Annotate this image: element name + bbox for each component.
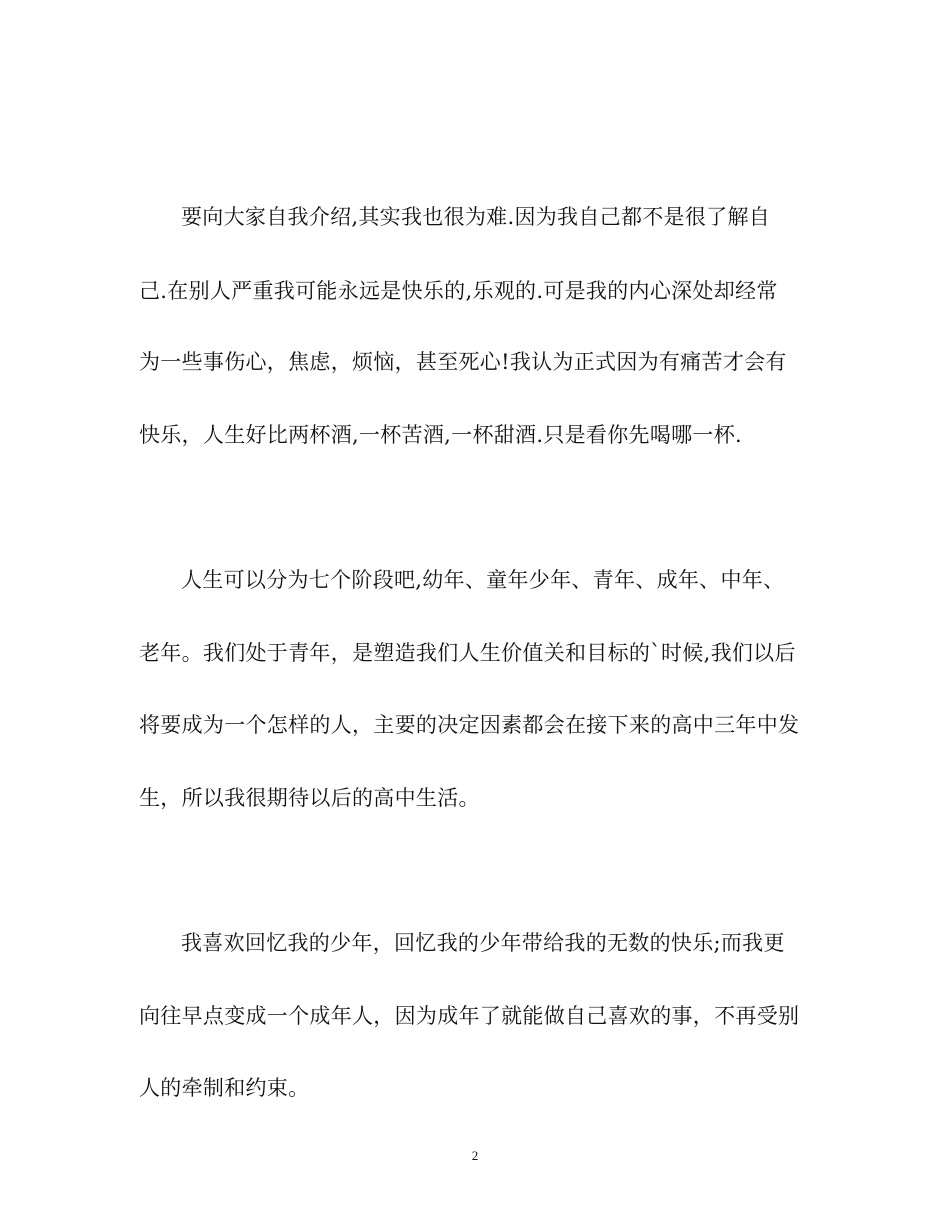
paragraph-1-line-3: 为一些事伤心，焦虑，烦恼，甚至死心!我认为正式因为有痛苦才会有 — [139, 350, 787, 374]
paragraph-2-line-4: 生，所以我很期待以后的高中生活。 — [139, 786, 480, 810]
paragraph-1-line-4: 快乐，人生好比两杯酒,一杯苦酒,一杯甜酒.只是看你先喝哪一杯. — [139, 423, 742, 447]
paragraph-2-line-1: 人生可以分为七个阶段吧,幼年、童年少年、青年、成年、中年、 — [181, 568, 785, 592]
page-number: 2 — [471, 1148, 479, 1163]
paragraph-2-line-3: 将要成为一个怎样的人，主要的决定因素都会在接下来的高中三年中发 — [139, 713, 800, 737]
paragraph-1-line-1: 要向大家自我介绍,其实我也很为难.因为我自己都不是很了解自 — [181, 205, 771, 229]
paragraph-3-line-1: 我喜欢回忆我的少年，回忆我的少年带给我的无数的快乐;而我更 — [181, 931, 785, 955]
paragraph-3-line-3: 人的牵制和约束。 — [139, 1076, 310, 1100]
paragraph-3-line-2: 向往早点变成一个成年人，因为成年了就能做自己喜欢的事，不再受别 — [139, 1004, 800, 1028]
paragraph-1-line-2: 己.在别人严重我可能永远是快乐的,乐观的.可是我的内心深处却经常 — [139, 279, 778, 303]
paragraph-2-line-2: 老年。我们处于青年，是塑造我们人生价值关和目标的`时候,我们以后 — [139, 641, 796, 665]
